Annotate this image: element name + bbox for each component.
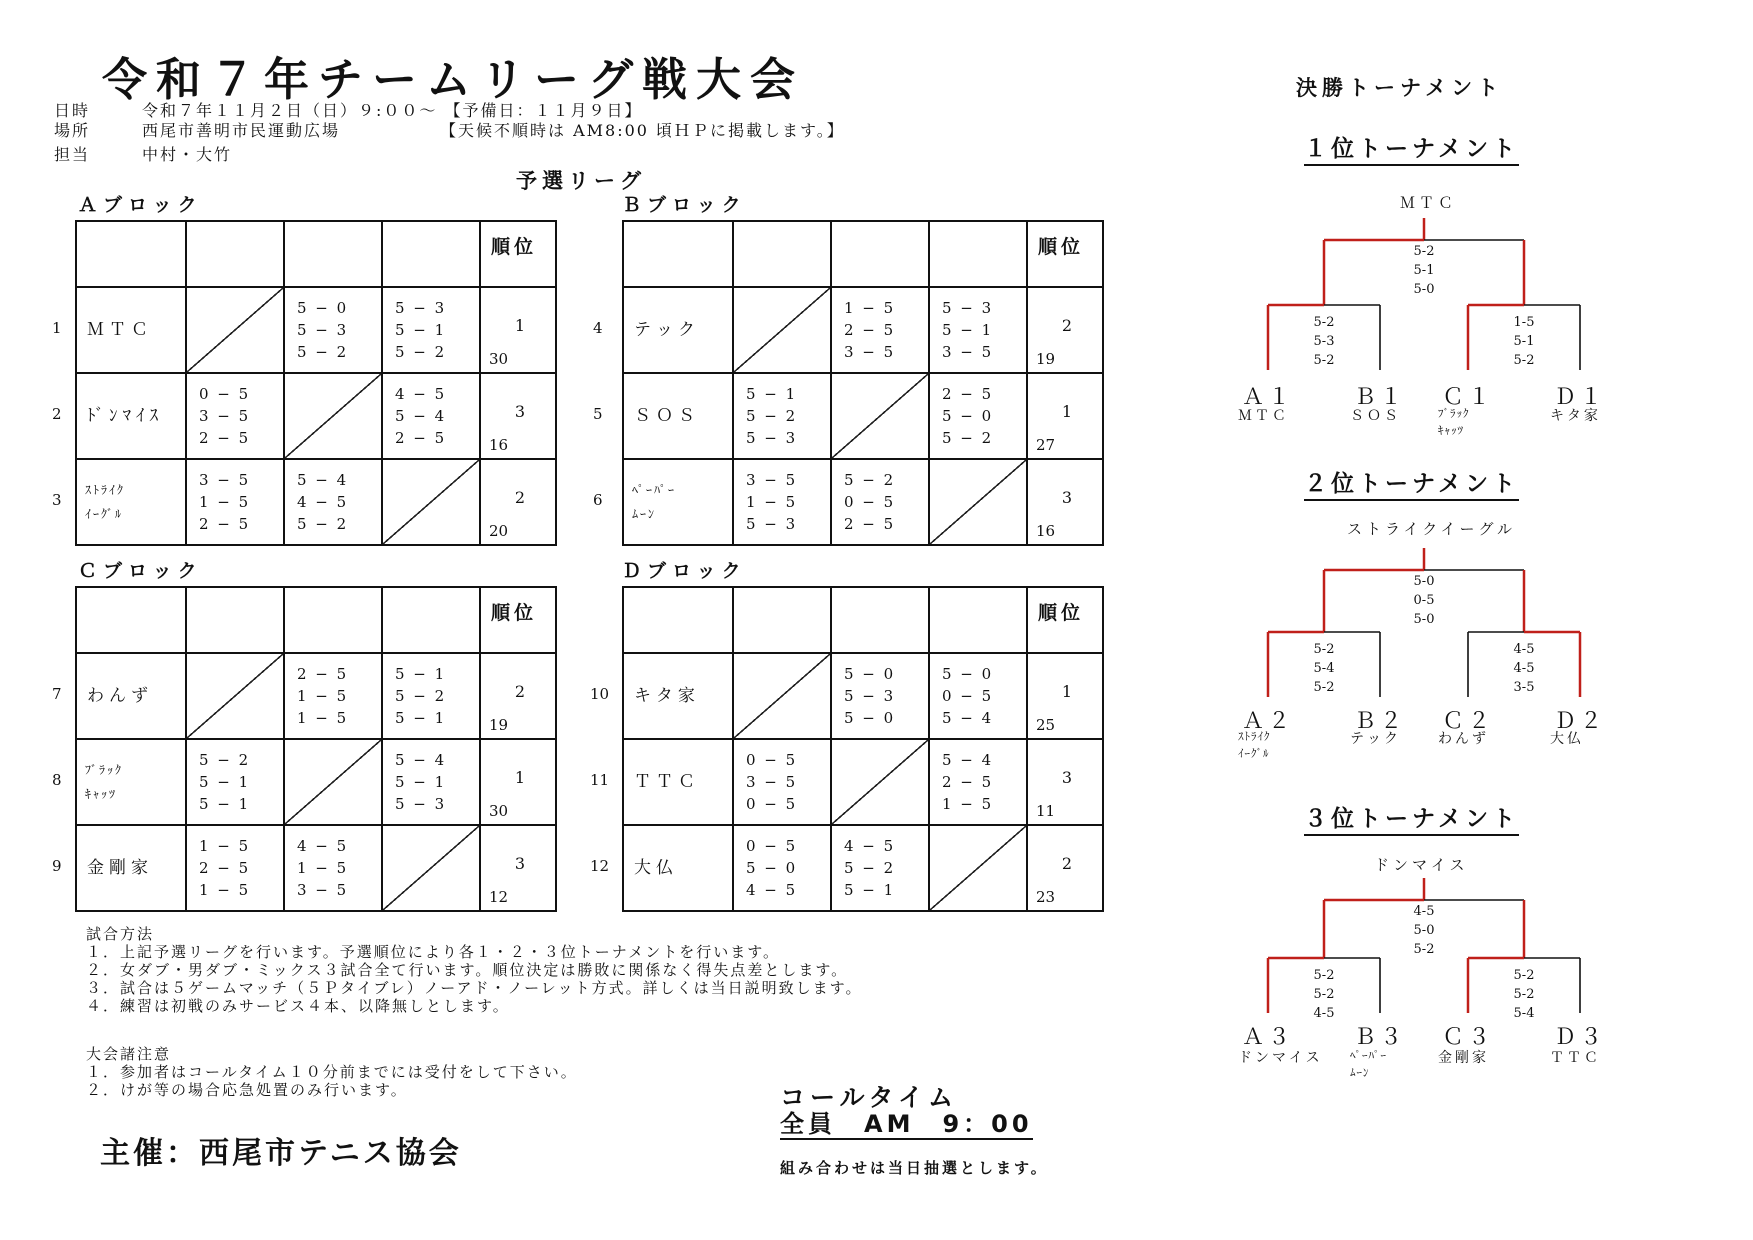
rank-value: 1 xyxy=(1061,682,1072,701)
organizer: 主催：西尾市テニス協会 xyxy=(100,1136,462,1171)
block-label: Ｃブロック xyxy=(78,560,203,582)
staff-value: 中村・大竹 xyxy=(142,145,233,164)
game-score: 2 − 5 xyxy=(942,385,994,403)
team-number: 10 xyxy=(590,685,610,703)
date-value: 令和７年１１月２日（日）９:００〜 【予備日：１１月９日】 xyxy=(142,101,643,120)
game-score: 3 − 5 xyxy=(746,471,798,489)
team-name: テック xyxy=(634,320,700,340)
bracket-team: キタ家 xyxy=(1550,408,1601,424)
game-score: 2 − 5 xyxy=(199,515,251,533)
bracket-slot: Ｃ１ xyxy=(1442,385,1495,410)
bracket-slot: Ｄ２ xyxy=(1554,709,1607,734)
rank-header: 順位 xyxy=(491,236,538,258)
game-score: 3 − 5 xyxy=(199,471,251,489)
game-score: 0 − 5 xyxy=(746,751,798,769)
caution-item: １．参加者はコールタイム１０分前までには受付をして下さい。 xyxy=(86,1063,578,1081)
bracket-slot: Ｂ２ xyxy=(1354,709,1407,734)
game-score: 4 − 5 xyxy=(844,837,896,855)
team-number: 1 xyxy=(52,319,62,337)
bracket-score: 3-5 xyxy=(1513,680,1535,695)
bracket-slot: Ｂ３ xyxy=(1354,1025,1407,1050)
bracket-scores xyxy=(1394,242,1454,299)
rank-value: 1 xyxy=(514,316,525,335)
bracket-slot: Ａ２ xyxy=(1242,709,1295,734)
method-item: ３．試合は５ゲームマッチ（５Ｐタイブレ）ノーアド・ノーレット方式。詳しくは当日説明致します。 xyxy=(86,979,863,997)
game-score: 5 − 2 xyxy=(297,343,349,361)
game-score: 5 − 4 xyxy=(942,709,994,727)
bracket-scores xyxy=(1394,572,1454,629)
rank-value: 3 xyxy=(514,402,525,421)
game-score: 3 − 5 xyxy=(746,773,798,791)
team-number: 9 xyxy=(52,857,62,875)
tournament-title: ２位トーナメント xyxy=(1304,471,1519,501)
bracket-score: 5-3 xyxy=(1313,334,1335,349)
bracket-score: 5-0 xyxy=(1413,612,1435,627)
block-label: Ｄブロック xyxy=(622,560,747,582)
game-score: 5 − 0 xyxy=(746,859,798,877)
team-name: キタ家 xyxy=(634,686,700,706)
block-label: Ａブロック xyxy=(78,194,203,216)
game-score: 5 − 2 xyxy=(395,343,447,361)
tournament-winner: ドンマイス xyxy=(1374,856,1469,874)
points-value: 30 xyxy=(489,802,509,820)
bracket-score: 5-2 xyxy=(1313,353,1335,368)
game-score: 4 − 5 xyxy=(297,493,349,511)
rank-value: 2 xyxy=(514,682,525,701)
bracket-team: 大仏 xyxy=(1550,731,1584,747)
bracket-team: ＭＴＣ xyxy=(1238,408,1289,424)
game-score: 5 − 0 xyxy=(844,709,896,727)
bracket-scores xyxy=(1394,902,1454,959)
rank-header: 順位 xyxy=(1038,236,1085,258)
team-number: 11 xyxy=(590,771,610,789)
bracket-slot: Ａ３ xyxy=(1242,1025,1295,1050)
game-score: 5 − 1 xyxy=(746,385,798,403)
bracket-slot: Ａ１ xyxy=(1242,385,1295,410)
prelim-title: 予選リーグ xyxy=(516,169,646,193)
team-name: ｽﾄﾗｲｸ ｲｰｸﾞﾙ xyxy=(85,483,126,521)
points-value: 23 xyxy=(1036,888,1056,906)
bracket-score: 5-0 xyxy=(1413,574,1435,589)
game-score: 4 − 5 xyxy=(297,837,349,855)
game-score: 0 − 5 xyxy=(942,687,994,705)
team-number: 5 xyxy=(593,405,603,423)
points-value: 20 xyxy=(489,522,509,540)
game-score: 2 − 5 xyxy=(942,773,994,791)
tournament-winner: ＭＴＣ xyxy=(1400,194,1458,212)
game-score: 5 − 4 xyxy=(942,751,994,769)
tournament-winner: ストライクイーグル xyxy=(1347,520,1517,538)
game-score: 5 − 3 xyxy=(395,299,447,317)
bracket-scores xyxy=(1494,640,1554,697)
team-name: ﾌﾞﾗｯｸ ｷｬｯﾂ xyxy=(85,763,124,801)
game-score: 5 − 1 xyxy=(942,321,994,339)
game-score: 5 − 0 xyxy=(942,407,994,425)
bracket-team: ﾍﾟｰﾊﾟｰ ﾑｰﾝ xyxy=(1350,1049,1387,1079)
game-score: 5 − 4 xyxy=(395,407,447,425)
bracket-score: 5-2 xyxy=(1513,968,1535,983)
rank-header: 順位 xyxy=(1038,602,1085,624)
game-score: 5 − 1 xyxy=(395,665,447,683)
bracket-slot: Ｄ１ xyxy=(1554,385,1607,410)
points-value: 19 xyxy=(489,716,509,734)
game-score: 5 − 0 xyxy=(942,665,994,683)
game-score: 5 − 3 xyxy=(844,687,896,705)
team-name: ﾄﾞﾝﾏｲｽ xyxy=(87,406,163,426)
team-name: ﾍﾟｰﾊﾟｰ ﾑｰﾝ xyxy=(632,483,677,521)
game-score: 5 − 2 xyxy=(395,687,447,705)
team-name: 金剛家 xyxy=(87,858,153,878)
game-score: 5 − 1 xyxy=(844,881,896,899)
bracket-slot: Ｄ３ xyxy=(1554,1025,1607,1050)
game-score: 2 − 5 xyxy=(199,429,251,447)
weather-note: 【天候不順時は AM8:00 頃ＨＰに掲載します。】 xyxy=(440,121,845,140)
bracket-score: 5-1 xyxy=(1413,263,1435,278)
game-score: 5 − 1 xyxy=(395,321,447,339)
bracket-score: 5-2 xyxy=(1313,968,1335,983)
game-score: 1 − 5 xyxy=(199,493,251,511)
game-score: 0 − 5 xyxy=(746,795,798,813)
bracket-team: わんず xyxy=(1438,731,1489,747)
rank-header: 順位 xyxy=(491,602,538,624)
game-score: 5 − 1 xyxy=(395,773,447,791)
team-name: わんず xyxy=(87,686,153,706)
bracket-score: 5-2 xyxy=(1413,244,1435,259)
bracket-score: 5-2 xyxy=(1313,315,1335,330)
game-score: 5 − 1 xyxy=(395,709,447,727)
game-score: 2 − 5 xyxy=(199,859,251,877)
date-label: 日時 xyxy=(54,101,91,120)
game-score: 2 − 5 xyxy=(395,429,447,447)
bracket-score: 5-0 xyxy=(1413,282,1435,297)
game-score: 5 − 0 xyxy=(297,299,349,317)
method-item: ４．練習は初戦のみサービス４本、以降無しとします。 xyxy=(86,997,510,1015)
game-score: 1 − 5 xyxy=(199,837,251,855)
game-score: 5 − 0 xyxy=(844,665,896,683)
bracket-score: 5-4 xyxy=(1513,1006,1535,1021)
game-score: 2 − 5 xyxy=(844,515,896,533)
game-score: 5 − 2 xyxy=(844,859,896,877)
place-label: 場所 xyxy=(54,121,91,140)
bracket-scores xyxy=(1494,313,1554,370)
bracket-score: 4-5 xyxy=(1513,661,1535,676)
team-number: 4 xyxy=(593,319,603,337)
game-score: 5 − 2 xyxy=(199,751,251,769)
game-score: 0 − 5 xyxy=(746,837,798,855)
game-score: 5 − 1 xyxy=(199,773,251,791)
bracket-score: 5-0 xyxy=(1413,923,1435,938)
points-value: 16 xyxy=(1036,522,1056,540)
game-score: 5 − 1 xyxy=(199,795,251,813)
game-score: 2 − 5 xyxy=(297,665,349,683)
bracket-team: ｽﾄﾗｲｸ ｲｰｸﾞﾙ xyxy=(1238,730,1271,760)
place-value: 西尾市善明市民運動広場 xyxy=(142,121,341,140)
team-name: ＭＴＣ xyxy=(87,320,153,340)
calltime-note: 組み合わせは当日抽選とします。 xyxy=(780,1159,1049,1177)
method-heading: 試合方法 xyxy=(86,925,155,943)
game-score: 2 − 5 xyxy=(844,321,896,339)
bracket-team: ﾌﾞﾗｯｸ ｷｬｯﾂ xyxy=(1438,407,1470,437)
game-score: 5 − 3 xyxy=(297,321,349,339)
team-number: 8 xyxy=(52,771,62,789)
rank-value: 3 xyxy=(514,854,525,873)
bracket-scores xyxy=(1294,966,1354,1023)
rank-value: 3 xyxy=(1061,488,1072,507)
game-score: 5 − 3 xyxy=(746,515,798,533)
rank-value: 1 xyxy=(1061,402,1072,421)
team-number: 7 xyxy=(52,685,62,703)
game-score: 1 − 5 xyxy=(297,687,349,705)
bracket-score: 5-2 xyxy=(1513,353,1535,368)
bracket-score: 5-2 xyxy=(1313,642,1335,657)
method-item: ２．女ダブ・男ダブ・ミックス３試合全て行います。順位決定は勝敗に関係なく得失点差とします。 xyxy=(86,961,849,979)
calltime-value: 全員 AM 9：00 xyxy=(780,1110,1033,1138)
game-score: 1 − 5 xyxy=(199,881,251,899)
tournament-title: ３位トーナメント xyxy=(1304,806,1519,836)
game-score: 1 − 5 xyxy=(746,493,798,511)
team-name: ＳＯＳ xyxy=(634,406,700,426)
rank-value: 2 xyxy=(514,488,525,507)
game-score: 0 − 5 xyxy=(199,385,251,403)
bracket-team: 金剛家 xyxy=(1438,1050,1489,1066)
points-value: 19 xyxy=(1036,350,1056,368)
bracket-score: 4-5 xyxy=(1513,642,1535,657)
game-score: 3 − 5 xyxy=(844,343,896,361)
rank-value: 1 xyxy=(514,768,525,787)
game-score: 1 − 5 xyxy=(297,709,349,727)
bracket-team: ＴＴＣ xyxy=(1550,1050,1601,1066)
bracket-score: 4-5 xyxy=(1313,1006,1335,1021)
bracket-scores xyxy=(1294,313,1354,370)
bracket-slot: Ｃ２ xyxy=(1442,709,1495,734)
points-value: 16 xyxy=(489,436,509,454)
finals-title: 決勝トーナメント xyxy=(1296,76,1504,100)
game-score: 3 − 5 xyxy=(297,881,349,899)
game-score: 5 − 2 xyxy=(746,407,798,425)
bracket-scores xyxy=(1494,966,1554,1023)
staff-label: 担当 xyxy=(54,145,91,164)
tournament-title: １位トーナメント xyxy=(1304,136,1519,166)
page-title: 令和７年チームリーグ戦大会 xyxy=(102,53,805,106)
game-score: 1 − 5 xyxy=(297,859,349,877)
bracket-slot: Ｂ１ xyxy=(1354,385,1407,410)
game-score: 0 − 5 xyxy=(844,493,896,511)
game-score: 5 − 4 xyxy=(297,471,349,489)
points-value: 12 xyxy=(489,888,509,906)
bracket-score: 0-5 xyxy=(1413,593,1435,608)
points-value: 25 xyxy=(1036,716,1056,734)
caution-heading: 大会諸注意 xyxy=(86,1045,172,1063)
rank-value: 2 xyxy=(1061,316,1072,335)
game-score: 5 − 3 xyxy=(746,429,798,447)
team-number: 3 xyxy=(52,491,62,509)
rank-value: 3 xyxy=(1061,768,1072,787)
calltime-title: コールタイム xyxy=(780,1083,959,1112)
team-name: 大仏 xyxy=(634,858,678,878)
game-score: 4 − 5 xyxy=(746,881,798,899)
game-score: 5 − 2 xyxy=(297,515,349,533)
points-value: 30 xyxy=(489,350,509,368)
game-score: 5 − 3 xyxy=(942,299,994,317)
points-value: 11 xyxy=(1036,802,1056,820)
points-value: 27 xyxy=(1036,436,1056,454)
bracket-score: 5-4 xyxy=(1313,661,1335,676)
game-score: 5 − 4 xyxy=(395,751,447,769)
game-score: 3 − 5 xyxy=(942,343,994,361)
bracket-score: 5-2 xyxy=(1313,987,1335,1002)
game-score: 1 − 5 xyxy=(844,299,896,317)
team-number: 6 xyxy=(593,491,603,509)
game-score: 5 − 2 xyxy=(844,471,896,489)
bracket-score: 5-1 xyxy=(1513,334,1535,349)
game-score: 5 − 2 xyxy=(942,429,994,447)
bracket-score: 5-2 xyxy=(1313,680,1335,695)
bracket-team: ドンマイス xyxy=(1238,1050,1323,1066)
bracket-scores xyxy=(1294,640,1354,697)
game-score: 4 − 5 xyxy=(395,385,447,403)
team-number: 12 xyxy=(590,857,610,875)
bracket-slot: Ｃ３ xyxy=(1442,1025,1495,1050)
team-number: 2 xyxy=(52,405,62,423)
bracket-team: ＳＯＳ xyxy=(1350,408,1401,424)
method-item: １．上記予選リーグを行います。予選順位により各１・２・３位トーナメントを行います。 xyxy=(86,943,781,961)
game-score: 3 − 5 xyxy=(199,407,251,425)
block-label: Ｂブロック xyxy=(622,194,747,216)
team-name: ＴＴＣ xyxy=(634,772,700,792)
bracket-score: 5-2 xyxy=(1513,987,1535,1002)
game-score: 5 − 3 xyxy=(395,795,447,813)
bracket-score: 4-5 xyxy=(1413,904,1435,919)
bracket-team: テック xyxy=(1350,731,1401,747)
bracket-score: 5-2 xyxy=(1413,942,1435,957)
bracket-score: 1-5 xyxy=(1513,315,1535,330)
caution-item: ２．けが等の場合応急処置のみ行います。 xyxy=(86,1081,408,1099)
game-score: 1 − 5 xyxy=(942,795,994,813)
rank-value: 2 xyxy=(1061,854,1072,873)
